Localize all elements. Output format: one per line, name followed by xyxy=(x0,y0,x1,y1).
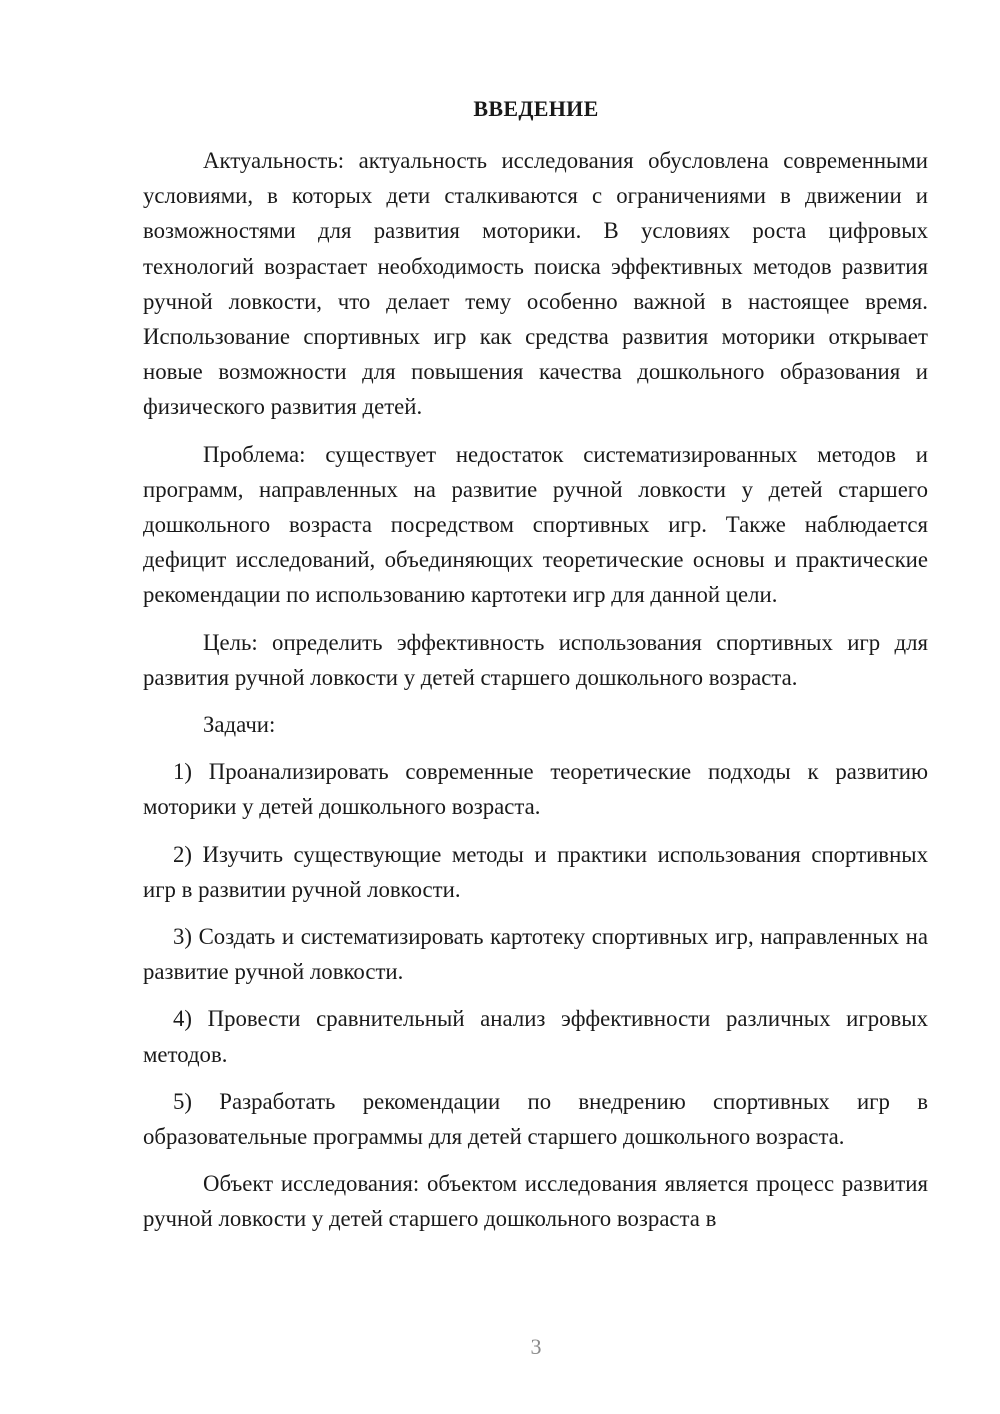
section-title: ВВЕДЕНИЕ xyxy=(473,96,599,121)
object-paragraph: Объект исследования: объектом исследования является процесс развития ручной ловкости у детей старшего дошкольного возраста в xyxy=(143,1171,928,1232)
problem-paragraph: Проблема: существует недостаток систематизированных методов и программ, направленных на развитие ручной ловкости у детей старшего дошкольного возраста посредством спортивных игр. Также наблюдается дефицит исследований, объединяющих теоретические основы и практические рекомендации по использованию картотеки игр для данной цели. xyxy=(143,441,928,608)
task-item-5: 5) Разработать рекомендации по внедрению спортивных игр в образовательные программы для детей старшего дошкольного возраста. xyxy=(143,1088,928,1150)
goal-paragraph: Цель: определить эффективность использования спортивных игр для развития ручной ловкости у детей старшего дошкольного возраста. xyxy=(143,629,928,690)
task-item-4: 4) Провести сравнительный анализ эффективности различных игровых методов. xyxy=(143,1006,928,1067)
document-body xyxy=(143,143,928,1249)
relevance-paragraph: Актуальность: актуальность исследования обусловлена современными условиями, в которых дети сталкиваются с ограничениями в движении и возможностями для развития моторики. В условиях роста цифровых технологий возрастает необходимость поиска эффективных методов развития ручной ловкости, что делает тему особенно важной в настоящее время. Использование спортивных игр как средства развития моторики открывает новые возможности для повышения качества дошкольного образования и физического развития детей. xyxy=(143,148,928,420)
page-number: 3 xyxy=(530,1334,542,1359)
task-item-3: 3) Создать и систематизировать картотеку спортивных игр, направленных на развитие ручной ловкости. xyxy=(143,924,928,985)
task-item-1: 1) Проанализировать современные теоретические подходы к развитию моторики у детей дошкольного возраста. xyxy=(143,759,928,820)
tasks-heading: Задачи: xyxy=(203,712,276,738)
task-item-2: 2) Изучить существующие методы и практики использования спортивных игр в развитии ручной ловкости. xyxy=(143,841,928,902)
